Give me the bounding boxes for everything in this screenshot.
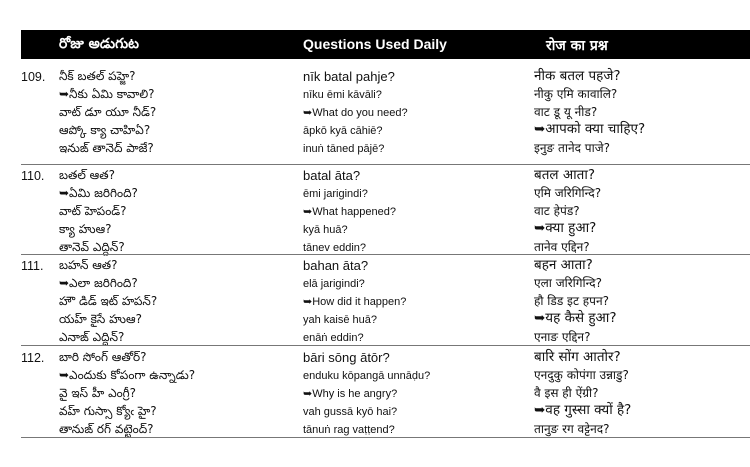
english-line: ➥What do you need? bbox=[303, 107, 408, 119]
english-line: enduku kōpangā unnāḍu? bbox=[303, 370, 431, 382]
english-line: yah kaisē huā? bbox=[303, 314, 377, 326]
english-line: bahan āta? bbox=[303, 258, 369, 273]
hindi-line: वाट डू यू नीड? bbox=[534, 105, 598, 119]
entry-divider bbox=[21, 254, 750, 255]
table-header bbox=[21, 30, 750, 59]
hindi-line: एनाङ एद्दिन? bbox=[534, 330, 591, 344]
telugu-line: ఎనాఙ్ ఎద్దిన్? bbox=[59, 330, 125, 344]
telugu-line: వహ్ గుస్సా క్యోఁ హై? bbox=[59, 404, 157, 418]
english-line: ➥What happened? bbox=[303, 206, 397, 218]
english-line: ➥How did it happen? bbox=[303, 296, 407, 308]
telugu-line: వై ఇస్ హీ ఎంగ్రీ? bbox=[59, 386, 137, 400]
hindi-line: नीकु एमि कावालि? bbox=[534, 87, 618, 101]
hindi-line: बारि सोंग आतोर? bbox=[534, 349, 621, 365]
english-line: batal āta? bbox=[303, 168, 361, 183]
hindi-line: तानुङ रग वट्टेनद? bbox=[534, 422, 610, 436]
english-line: nīku ēmi kāvāli? bbox=[303, 89, 382, 101]
hindi-line: हौ डिड इट हपन? bbox=[534, 294, 610, 308]
telugu-line: యహ్ కైసే హుఆ? bbox=[59, 312, 142, 326]
hindi-line: ➥आपको क्या चाहिए? bbox=[534, 121, 646, 137]
hindi-line: एमि जरिगिन्दि? bbox=[534, 186, 602, 200]
telugu-line: ➥ఏమి జరిగింది? bbox=[59, 186, 138, 200]
telugu-line: తానుఙ్ రగ్ వట్టెంద్? bbox=[59, 422, 154, 436]
telugu-line: వాట్ హెపండ్? bbox=[59, 204, 127, 218]
telugu-line: ఆప్కో క్యా చాహిఏ? bbox=[59, 123, 151, 137]
entry-divider bbox=[21, 437, 750, 438]
entry-number: 112. bbox=[21, 351, 45, 365]
hindi-line: ➥क्या हुआ? bbox=[534, 220, 597, 236]
entry-number: 111. bbox=[21, 259, 44, 273]
telugu-line: ➥నీకు ఏమి కావాలి? bbox=[59, 87, 155, 101]
english-line: enāṅ eddin? bbox=[303, 332, 364, 344]
hindi-line: बतल आता? bbox=[534, 167, 596, 183]
telugu-line: క్యా హుఆ? bbox=[59, 222, 112, 236]
telugu-line: ➥ఎలా జరిగింది? bbox=[59, 276, 138, 290]
hindi-line: एनदुकु कोपंगा उन्नाडु? bbox=[534, 368, 629, 382]
telugu-line: ఇనుఙ్ తానెద్ పాజే? bbox=[59, 141, 154, 155]
telugu-line: నీక్ బతల్ పహ్జె? bbox=[59, 69, 136, 83]
hindi-line: इनुङ तानेद पाजे? bbox=[534, 141, 611, 155]
entry-divider bbox=[21, 164, 750, 165]
telugu-line: తానెవ్ ఎద్దిన్? bbox=[59, 240, 125, 254]
english-line: vah gussā kyō hai? bbox=[303, 406, 398, 418]
english-line: kyā huā? bbox=[303, 224, 348, 236]
telugu-line: బహన్ ఆత? bbox=[59, 258, 118, 272]
telugu-line: బతల్ ఆత? bbox=[59, 168, 115, 182]
english-line: tānev eddin? bbox=[303, 242, 366, 254]
hindi-line: बहन आता? bbox=[534, 257, 593, 273]
header-hindi: रोज का प्रश्न bbox=[546, 38, 608, 54]
english-line: nīk batal pahje? bbox=[303, 69, 395, 84]
entry-number: 109. bbox=[21, 70, 46, 84]
telugu-line: బారి సోంగ్ ఆతోర్? bbox=[59, 350, 147, 364]
english-line: āpkō kyā cāhiē? bbox=[303, 125, 383, 137]
hindi-line: तानेव एद्दिन? bbox=[534, 240, 590, 254]
english-line: ēmi jarigindi? bbox=[303, 188, 368, 200]
hindi-line: ➥यह कैसे हुआ? bbox=[534, 310, 617, 326]
entry-number: 110. bbox=[21, 169, 45, 183]
hindi-line: वाट हेपंड? bbox=[534, 204, 580, 218]
hindi-line: वै इस ही ऐंग्री? bbox=[534, 386, 599, 400]
english-line: ➥Why is he angry? bbox=[303, 388, 398, 400]
header-english: Questions Used Daily bbox=[303, 36, 447, 52]
telugu-line: వాట్ డూ యూ నీడ్? bbox=[59, 105, 157, 119]
telugu-line: ➥ఎందుకు కోపంగా ఉన్నాడు? bbox=[59, 368, 196, 382]
hindi-line: ➥वह गुस्सा क्यों है? bbox=[534, 402, 632, 418]
english-line: inuṅ tāned pājē? bbox=[303, 143, 385, 155]
telugu-line: హౌ డిడ్ ఇట్ హపన్? bbox=[59, 294, 158, 308]
english-line: elā jarigindi? bbox=[303, 278, 365, 290]
english-line: tānuṅ rag vaṭṭend? bbox=[303, 424, 395, 436]
hindi-line: नीक बतल पहजे? bbox=[534, 68, 621, 84]
hindi-line: एला जरिगिन्दि? bbox=[534, 276, 603, 290]
entry-divider bbox=[21, 345, 750, 346]
header-telugu: రోజు అడుగుట bbox=[59, 36, 139, 52]
english-line: bāri sōng ātōr? bbox=[303, 350, 390, 365]
